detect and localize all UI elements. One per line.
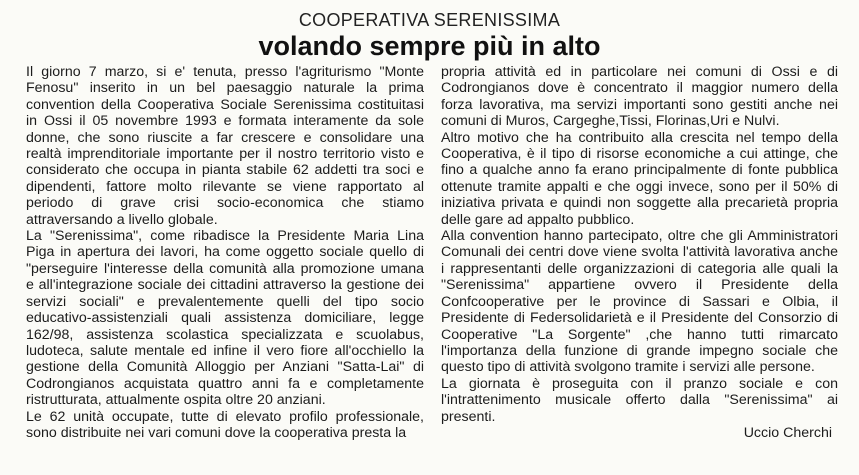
paragraph: Il giorno 7 marzo, si e' tenuta, presso l'agriturismo "Monte Fenosu" inserito in un bel paesaggio naturale la prima convention della Cooperativa Sociale Serenissima costituitasi in Ossi il 05 novembre 1993 e formata interamente da sole donne, che sono riuscite a far crescere e consolidare una realtà imprenditoriale importante per il nostro territorio visto e considerato che occupa in pianta stabile 62 addetti tra soci e dipendenti, fattore molto rilevante se viene rapportato al periodo di grave crisi socio-economica che stiamo attraversando a livello globale.	[26, 64, 424, 228]
paragraph: Alla convention hanno partecipato, oltre che gli Amministratori Comunali dei centri dove viene svolta l'attività lavorativa anche i rappresentanti delle organizzazioni di categoria alle quali la "Serenissima" appartiene ovvero il Presidente della Confcooperative per le province di Sassari e Olbia, il Presidente di Federsolidarietà e il Presidente del Consorzio di Cooperative "La Sorgente" ,che hanno tutti rimarcato l'importanza della funzione di grande impegno sociale che questo tipo di attività svolgono tramite i servizi alle persone.	[441, 228, 838, 376]
paragraph: La giornata è proseguita con il pranzo sociale e con l'intrattenimento musicale offerto dalla "Serenissima" ai presenti.	[441, 375, 838, 425]
left-column	[26, 64, 424, 441]
article-headline: volando sempre più in alto	[258, 31, 601, 61]
right-column	[441, 64, 838, 441]
paragraph: propria attività ed in particolare nei comuni di Ossi e di Codrongianos dove è concentrato il maggior numero della forza lavorativa, ma servizi importanti sono gestiti anche nei comuni di Muros, Cargeghe,Tissi, Florinas,Uri e Nulvi.	[441, 64, 838, 130]
author-signature: Uccio Cherchi	[743, 424, 832, 441]
article-kicker: COOPERATIVA SERENISSIMA	[298, 10, 561, 30]
paragraph: Le 62 unità occupate, tutte di elevato profilo professionale, sono distribuite nei vari comuni dove la cooperativa presta la	[26, 408, 424, 441]
paragraph: La "Serenissima", come ribadisce la Presidente Maria Lina Piga in apertura dei lavori, ha come oggetto sociale quello di "perseguire l'interesse della comunità alla promozione umana e all'integrazione sociale dei cittadini attraverso la gestione dei servizi sociali" e prevalentemente quelli del tipo socio educativo-assistenziali quali assistenza domiciliare, legge 162/98, assistenza scolastica specializzata e scuolabus, ludoteca, salute mentale ed infine il vero fiore all'occhiello la gestione della Comunità Alloggio per Anziani "Satta-Lai" di Codrongianos acquistata quattro anni fa e completamente ristrutturata, attualmente ospita oltre 20 anziani.	[26, 228, 424, 409]
paragraph: Altro motivo che ha contribuito alla crescita nel tempo della Cooperativa, è il tipo di risorse economiche a cui attinge, che fino a qualche anno fa erano principalmente di fonte pubblica ottenute tramite appalti e che oggi invece, sono per il 50% di iniziativa privata e quindi non soggette alla precarietà propria delle gare ad appalto pubblico.	[441, 129, 838, 228]
